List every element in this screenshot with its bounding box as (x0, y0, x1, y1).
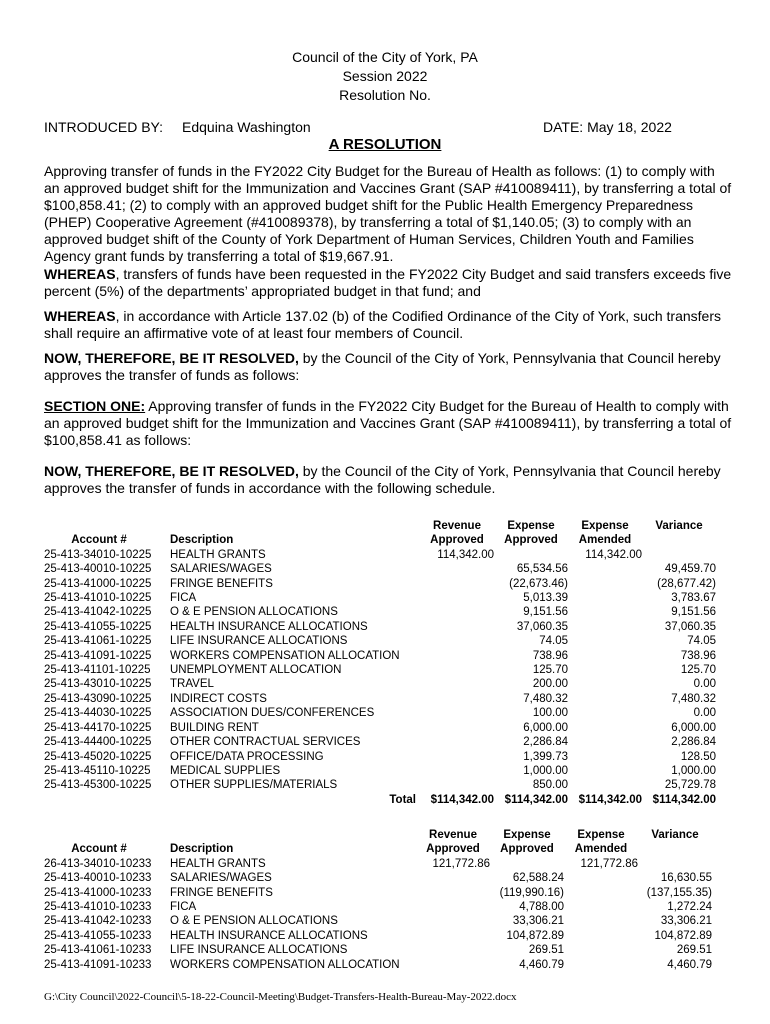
revenue-approved-cell (416, 900, 490, 914)
table-row (44, 958, 712, 972)
expense-amended-cell (564, 886, 638, 900)
variance-cell: 1,272.24 (667, 901, 712, 914)
total-label: Total (389, 793, 416, 806)
table-header-row (44, 533, 716, 547)
expense-approved-cell: 7,480.32 (523, 692, 568, 705)
variance-header: Variance (655, 520, 703, 532)
table-header-row (44, 519, 716, 533)
account-cell: 25-413-41055-10225 (44, 620, 152, 633)
account-cell: 25-413-41042-10233 (44, 915, 152, 928)
account-cell: 25-413-40010-10233 (44, 872, 152, 885)
revenue-header-bottom: Approved (426, 843, 480, 856)
expense-approved-cell: 850.00 (532, 779, 568, 792)
total-revenue: $114,342.00 (430, 793, 494, 806)
revenue-approved-cell (420, 634, 494, 648)
variance-cell: 49,459.70 (664, 563, 716, 576)
revenue-approved-cell (420, 620, 494, 634)
purpose-paragraph: Approving transfer of funds in the FY2022 City Budget for the Bureau of Health as follows: (1) to comply with an approved budget shift for the Immunization and Vaccines Grant (SAP #410089411), by transferring a total of $100,858.41; (2) to comply with an approved budget shift for the Public Health Emergency Preparedness (PHEP) Cooperative Agreement (#410089378), by transferring a total of $1,140.05; (3) to comply with an approved budget shift of the County of York Department of Human Services, Children Youth and Families Agency grant funds by transferring a total of $19,667.91. (44, 163, 732, 264)
expense-amended-cell (568, 721, 642, 735)
description-cell: INDIRECT COSTS (170, 692, 267, 705)
expense-approved-cell: 104,872.89 (506, 929, 564, 942)
resolution-date: DATE: May 18, 2022 (543, 119, 672, 135)
expense-approved-cell: 1,399.73 (523, 750, 568, 763)
variance-cell: 128.50 (680, 750, 716, 763)
table-row (44, 649, 716, 663)
description-cell: O & E PENSION ALLOCATIONS (170, 915, 338, 928)
account-cell: 25-413-44400-10225 (44, 736, 152, 749)
table-row (44, 591, 716, 605)
expense-header-bottom: Approved (500, 843, 554, 856)
variance-cell: 0.00 (693, 678, 716, 691)
table-row (44, 943, 712, 957)
expense-amended-cell (568, 706, 642, 720)
variance-cell: 104,872.89 (654, 929, 712, 942)
expense-approved-cell: 9,151.56 (523, 606, 568, 619)
expense-amended-cell (568, 692, 642, 706)
table-row (44, 577, 716, 591)
resolved-paragraph-1 (44, 350, 732, 384)
account-cell: 25-413-41061-10233 (44, 944, 152, 957)
expense-approved-cell: 37,060.35 (516, 620, 568, 633)
account-cell: 25-413-45020-10225 (44, 750, 152, 763)
variance-cell (638, 857, 712, 871)
revenue-approved-cell (416, 943, 490, 957)
expense-approved-cell: 100.00 (532, 707, 568, 720)
table-header-row (44, 828, 712, 842)
resolution-number: Resolution No. (339, 87, 431, 103)
resolved-paragraph-2 (44, 463, 732, 497)
resolution-title: A RESOLUTION (328, 136, 442, 153)
table-total-row (44, 793, 716, 807)
account-cell: 25-413-41000-10225 (44, 577, 152, 590)
description-cell: OFFICE/DATA PROCESSING (170, 750, 324, 763)
table-row (44, 764, 716, 778)
account-cell: 25-413-43010-10225 (44, 678, 152, 691)
description-cell: SALARIES/WAGES (170, 872, 272, 885)
expense-approved-cell (490, 857, 564, 871)
expense-approved-cell: 33,306.21 (512, 915, 564, 928)
account-cell: 25-413-34010-10225 (44, 548, 152, 561)
table-row (44, 548, 716, 562)
account-cell: 25-413-41061-10225 (44, 635, 152, 648)
expense-header-top: Expense (503, 829, 551, 841)
revenue-header-top: Revenue (429, 829, 477, 841)
expense-approved-cell: 2,286.84 (523, 736, 568, 749)
introduced-by-name: Edquina Washington (182, 119, 311, 135)
revenue-approved-cell (420, 735, 494, 749)
variance-cell: (137,155.35) (646, 886, 712, 899)
amended-header-top: Expense (581, 520, 629, 532)
description-cell: LIFE INSURANCE ALLOCATIONS (170, 944, 348, 957)
variance-cell: 9,151.56 (671, 606, 716, 619)
revenue-approved-cell (420, 649, 494, 663)
whereas-lead: WHEREAS (44, 308, 116, 324)
table-row (44, 857, 712, 871)
variance-cell: 3,783.67 (671, 592, 716, 605)
account-cell: 25-413-45110-10225 (44, 764, 151, 777)
description-cell: WORKERS COMPENSATION ALLOCATION (170, 649, 400, 662)
variance-header: Variance (651, 829, 699, 841)
account-cell: 25-413-41010-10233 (44, 901, 152, 914)
account-cell: 25-413-41101-10225 (44, 664, 151, 677)
description-cell: OTHER CONTRACTUAL SERVICES (170, 736, 361, 749)
expense-approved-cell: (22,673.46) (509, 577, 568, 590)
variance-cell: 16,630.55 (660, 872, 712, 885)
description-cell: FRINGE BENEFITS (170, 577, 273, 590)
expense-amended-cell (564, 914, 638, 928)
account-cell: 25-413-41055-10233 (44, 929, 152, 942)
table-row (44, 706, 716, 720)
revenue-approved-cell (416, 958, 490, 972)
table-row (44, 605, 716, 619)
revenue-approved-cell (416, 871, 490, 885)
amended-header-bottom: Amended (578, 534, 632, 547)
session-year: Session 2022 (342, 68, 428, 84)
revenue-approved-cell (416, 929, 490, 943)
revenue-approved-cell (420, 663, 494, 677)
revenue-approved-cell: 121,772.86 (432, 857, 490, 870)
revenue-approved-cell (420, 750, 494, 764)
expense-approved-cell: 200.00 (532, 678, 568, 691)
expense-amended-cell (568, 634, 642, 648)
variance-cell: 74.05 (687, 635, 716, 648)
expense-approved-cell: 74.05 (539, 635, 568, 648)
description-cell: BUILDING RENT (170, 721, 259, 734)
table-row (44, 562, 716, 576)
revenue-header-top: Revenue (433, 520, 481, 532)
variance-cell: 1,000.00 (671, 764, 716, 777)
description-header: Description (170, 843, 234, 856)
description-cell: HEALTH GRANTS (170, 548, 266, 561)
description-cell: FRINGE BENEFITS (170, 886, 273, 899)
expense-amended-cell (568, 591, 642, 605)
account-cell: 25-413-44170-10225 (44, 721, 152, 734)
expense-header-bottom: Approved (504, 534, 558, 547)
table-row (44, 721, 716, 735)
expense-approved-cell: 62,588.24 (512, 872, 564, 885)
account-cell: 26-413-34010-10233 (44, 857, 152, 870)
variance-cell: 6,000.00 (671, 721, 716, 734)
expense-approved-cell: 65,534.56 (516, 563, 568, 576)
description-cell: LIFE INSURANCE ALLOCATIONS (170, 635, 348, 648)
revenue-header-bottom: Approved (430, 534, 484, 547)
revenue-approved-cell (420, 764, 494, 778)
variance-cell: 4,460.79 (667, 958, 712, 971)
expense-amended-cell (568, 605, 642, 619)
table-row (44, 663, 716, 677)
description-header: Description (170, 534, 234, 547)
table-row (44, 735, 716, 749)
description-cell: MEDICAL SUPPLIES (170, 764, 281, 777)
expense-approved-cell (494, 548, 568, 562)
amended-header-top: Expense (577, 829, 625, 841)
description-cell: TRAVEL (170, 678, 214, 691)
revenue-approved-cell (416, 914, 490, 928)
account-cell: 25-413-43090-10225 (44, 692, 152, 705)
table-row (44, 692, 716, 706)
resolved-text: by the Council of the City of York, Pennsylvania that Council hereby approves the transfer of funds as follows: (44, 350, 721, 383)
document-header (0, 48, 770, 105)
total-variance: $114,342.00 (652, 793, 716, 806)
table-row (44, 871, 712, 885)
table-header-row (44, 842, 712, 856)
description-cell: HEALTH GRANTS (170, 857, 266, 870)
expense-approved-cell: 4,460.79 (519, 958, 564, 971)
variance-cell: 33,306.21 (660, 915, 712, 928)
table-row (44, 677, 716, 691)
variance-cell: 738.96 (680, 649, 716, 662)
variance-cell: 2,286.84 (671, 736, 716, 749)
account-cell: 25-413-41042-10225 (44, 606, 152, 619)
account-cell: 25-413-40010-10225 (44, 563, 152, 576)
description-cell: OTHER SUPPLIES/MATERIALS (170, 779, 338, 792)
whereas-lead: WHEREAS (44, 266, 116, 282)
table-row (44, 929, 712, 943)
account-cell: 25-413-41010-10225 (44, 592, 152, 605)
table-row (44, 750, 716, 764)
expense-amended-cell (564, 943, 638, 957)
total-amended: $114,342.00 (578, 793, 642, 806)
transfer-schedule-table-2 (44, 828, 712, 972)
expense-amended-cell (568, 764, 642, 778)
revenue-approved-cell (416, 886, 490, 900)
description-cell: HEALTH INSURANCE ALLOCATIONS (170, 929, 368, 942)
expense-amended-cell (568, 562, 642, 576)
expense-amended-cell (568, 577, 642, 591)
variance-cell: 37,060.35 (664, 620, 716, 633)
expense-approved-cell: 125.70 (532, 664, 568, 677)
whereas-text: , in accordance with Article 137.02 (b) of the Codified Ordinance of the City of York, such transfers shall require an affirmative vote of at least four members of Council. (44, 308, 721, 341)
variance-cell: 7,480.32 (671, 692, 716, 705)
expense-approved-cell: (119,990.16) (499, 886, 564, 899)
variance-cell (642, 548, 716, 562)
resolved-lead: NOW, THEREFORE, BE IT RESOLVED, (44, 463, 299, 479)
description-cell: ASSOCIATION DUES/CONFERENCES (170, 707, 375, 720)
expense-approved-cell: 1,000.00 (523, 764, 568, 777)
revenue-approved-cell (420, 692, 494, 706)
expense-amended-cell (568, 677, 642, 691)
revenue-approved-cell (420, 677, 494, 691)
expense-amended-cell (564, 929, 638, 943)
expense-header-top: Expense (507, 520, 555, 532)
account-header: Account # (71, 534, 127, 547)
expense-amended-cell (568, 735, 642, 749)
whereas-text: , transfers of funds have been requested in the FY2022 City Budget and said transfers exceeds five percent (5%) of the departments’ appropriated budget in that fund; and (44, 266, 732, 299)
variance-cell: 25,729.78 (664, 779, 716, 792)
table-row (44, 620, 716, 634)
revenue-approved-cell (420, 605, 494, 619)
description-cell: UNEMPLOYMENT ALLOCATION (170, 664, 342, 677)
account-cell: 25-413-45300-10225 (44, 779, 152, 792)
account-cell: 25-413-41091-10233 (44, 958, 152, 971)
revenue-approved-cell: 114,342.00 (437, 548, 494, 561)
revenue-approved-cell (420, 706, 494, 720)
expense-amended-cell: 114,342.00 (585, 548, 642, 561)
transfer-schedule-table-1 (44, 519, 716, 807)
expense-approved-cell: 5,013.39 (523, 592, 568, 605)
expense-amended-cell (568, 620, 642, 634)
expense-amended-cell (564, 958, 638, 972)
account-cell: 25-413-44030-10225 (44, 707, 152, 720)
introduced-by-label: INTRODUCED BY: (44, 119, 164, 135)
resolved-text: by the Council of the City of York, Pennsylvania that Council hereby approves the transfer of funds in accordance with the following schedule. (44, 463, 721, 496)
variance-cell: (28,677.42) (657, 577, 716, 590)
expense-amended-cell (568, 663, 642, 677)
account-cell: 25-413-41000-10233 (44, 886, 152, 899)
variance-cell: 0.00 (693, 707, 716, 720)
revenue-approved-cell (420, 778, 494, 792)
revenue-approved-cell (420, 721, 494, 735)
description-cell: O & E PENSION ALLOCATIONS (170, 606, 338, 619)
table-row (44, 886, 712, 900)
section-one-paragraph (44, 398, 732, 449)
table-row (44, 778, 716, 792)
account-cell: 25-413-41091-10225 (44, 649, 152, 662)
expense-amended-cell (564, 900, 638, 914)
expense-approved-cell: 6,000.00 (523, 721, 568, 734)
revenue-approved-cell (420, 562, 494, 576)
amended-header-bottom: Amended (574, 843, 628, 856)
expense-approved-cell: 738.96 (532, 649, 568, 662)
expense-amended-cell (568, 649, 642, 663)
description-cell: HEALTH INSURANCE ALLOCATIONS (170, 620, 368, 633)
account-header: Account # (71, 843, 127, 856)
description-cell: FICA (170, 901, 197, 914)
table-row (44, 900, 712, 914)
expense-approved-cell: 269.51 (528, 944, 564, 957)
description-cell: WORKERS COMPENSATION ALLOCATION (170, 958, 400, 971)
section-one-text: Approving transfer of funds in the FY2022 City Budget for the Bureau of Health to comply with an approved budget shift for the Immunization and Vaccines Grant (SAP #410089411), by transferring a total of $100,858.41 as follows: (44, 398, 732, 448)
revenue-approved-cell (420, 591, 494, 605)
variance-cell: 269.51 (676, 944, 712, 957)
whereas-paragraph-1 (44, 266, 732, 300)
expense-amended-cell: 121,772.86 (580, 857, 638, 870)
revenue-approved-cell (420, 577, 494, 591)
total-expense: $114,342.00 (504, 793, 568, 806)
expense-amended-cell (568, 750, 642, 764)
council-name: Council of the City of York, PA (292, 49, 478, 65)
table-row (44, 914, 712, 928)
expense-amended-cell (568, 778, 642, 792)
file-path-footer: G:\City Council\2022-Council\5-18-22-Council-Meeting\Budget-Transfers-Health-Bureau-May-2022.docx (44, 991, 517, 1003)
resolved-lead: NOW, THEREFORE, BE IT RESOLVED, (44, 350, 299, 366)
expense-approved-cell: 4,788.00 (519, 901, 564, 914)
description-cell: FICA (170, 592, 197, 605)
expense-amended-cell (564, 871, 638, 885)
table-row (44, 634, 716, 648)
variance-cell: 125.70 (680, 664, 716, 677)
whereas-paragraph-2 (44, 308, 732, 342)
section-one-lead: SECTION ONE: (44, 398, 146, 414)
description-cell: SALARIES/WAGES (170, 563, 272, 576)
